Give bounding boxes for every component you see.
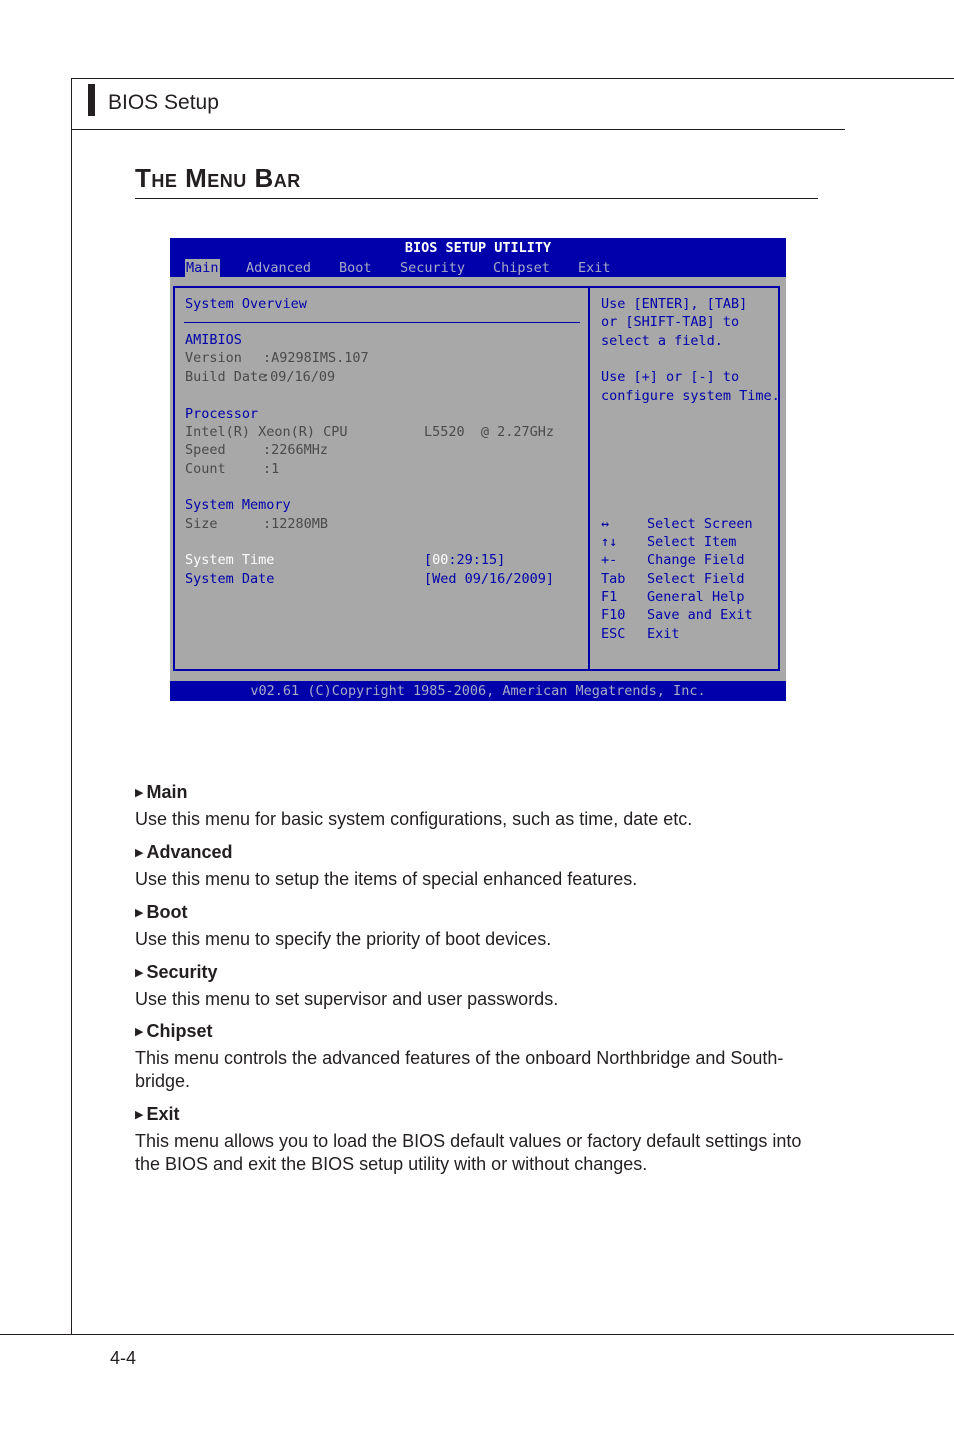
triangle-bullet-icon: ▶ bbox=[135, 907, 144, 919]
bios-menu-main[interactable]: Main bbox=[186, 260, 219, 276]
top-border-line bbox=[71, 78, 954, 79]
bios-panel-divider bbox=[588, 286, 590, 671]
menu-description-advanced bbox=[135, 841, 825, 891]
bios-count-value: :1 bbox=[263, 461, 280, 477]
bios-version-label: Version bbox=[185, 350, 242, 366]
bios-key-name: Tab bbox=[601, 571, 626, 587]
triangle-bullet-icon: ▶ bbox=[135, 787, 144, 799]
section-underline bbox=[135, 198, 818, 199]
bios-version-value: :A9298IMS.107 bbox=[263, 350, 369, 366]
bios-menu-exit[interactable]: Exit bbox=[578, 260, 611, 276]
bios-key-action: Select Item bbox=[647, 534, 737, 550]
bios-key-name: F1 bbox=[601, 589, 618, 605]
bios-system-date-value[interactable]: [Wed 09/16/2009] bbox=[424, 571, 555, 587]
menu-description-text: Use this menu to set supervisor and user passwords. bbox=[135, 989, 559, 1009]
bios-title-bar bbox=[170, 238, 786, 258]
menu-description-text: Use this menu to setup the items of special enhanced features. bbox=[135, 869, 638, 889]
bios-menu-advanced[interactable]: Advanced bbox=[246, 260, 312, 276]
bios-amibios-label: AMIBIOS bbox=[185, 332, 242, 348]
bios-build-date-value: :09/16/09 bbox=[262, 369, 336, 385]
bios-key-action: Exit bbox=[647, 626, 680, 642]
menu-description-text: This menu controls the advanced features of the onboard Northbridge and South-bridge. bbox=[135, 1048, 784, 1091]
bios-size-label: Size bbox=[185, 516, 218, 532]
menu-description-boot bbox=[135, 901, 825, 951]
bios-key-name: F10 bbox=[601, 607, 626, 623]
bios-key-action: Select Field bbox=[647, 571, 745, 587]
bios-menu-chipset[interactable]: Chipset bbox=[493, 260, 550, 276]
menu-description-chipset bbox=[135, 1020, 825, 1093]
bios-menu-security[interactable]: Security bbox=[400, 260, 466, 276]
bios-copyright: v02.61 (C)Copyright 1985-2006, American Megatrends, Inc. bbox=[250, 683, 706, 699]
bios-footer-bar bbox=[170, 681, 786, 701]
bios-system-time-value[interactable]: [00:29:15] bbox=[424, 552, 506, 568]
bios-key-action: General Help bbox=[647, 589, 745, 605]
menu-description-exit bbox=[135, 1103, 825, 1176]
triangle-bullet-icon: ▶ bbox=[135, 967, 144, 979]
menu-description-security bbox=[135, 961, 825, 1011]
bios-key-action: Select Screen bbox=[647, 516, 753, 532]
triangle-bullet-icon: ▶ bbox=[135, 1026, 144, 1038]
menu-description-title: ▶ Chipset bbox=[135, 1021, 213, 1041]
bios-cpu-model: L5520 @ 2.27GHz bbox=[424, 424, 555, 440]
bios-speed-value: :2266MHz bbox=[263, 442, 329, 458]
bios-title: BIOS SETUP UTILITY bbox=[404, 240, 552, 256]
menu-description-text: Use this menu for basic system configurations, such as time, date etc. bbox=[135, 809, 693, 829]
bios-size-value: :12280MB bbox=[263, 516, 329, 532]
menu-description-text: Use this menu to specify the priority of boot devices. bbox=[135, 929, 552, 949]
menu-description-title: ▶ Boot bbox=[135, 902, 188, 922]
page-number: 4-4 bbox=[110, 1348, 137, 1368]
menu-description-title: ▶ Security bbox=[135, 962, 218, 982]
section-title: The Menu Bar bbox=[135, 163, 301, 193]
bios-time-hour-field[interactable]: 00 bbox=[432, 552, 449, 568]
bios-key-name: +- bbox=[601, 552, 618, 568]
menu-description-main bbox=[135, 781, 825, 831]
footer-line bbox=[0, 1334, 954, 1335]
bios-key-name: ESC bbox=[601, 626, 626, 642]
bios-system-memory-label: System Memory bbox=[185, 497, 291, 513]
header-marker bbox=[88, 84, 95, 116]
triangle-bullet-icon: ▶ bbox=[135, 1109, 144, 1121]
bios-system-date-label[interactable]: System Date bbox=[185, 571, 275, 587]
header-title: BIOS Setup bbox=[108, 91, 219, 114]
menu-description-title: ▶ Main bbox=[135, 782, 188, 802]
bios-build-date-label: Build Date bbox=[185, 369, 267, 385]
bios-key-action: Save and Exit bbox=[647, 607, 753, 623]
bios-help-line: or [SHIFT-TAB] to bbox=[601, 314, 740, 330]
bios-key-action: Change Field bbox=[647, 552, 745, 568]
bios-processor-label: Processor bbox=[185, 406, 259, 422]
bios-time-rest: :29:15] bbox=[448, 552, 506, 568]
bios-system-time-label[interactable]: System Time bbox=[185, 552, 275, 568]
bios-help-line: Use [+] or [-] to bbox=[601, 369, 740, 385]
menu-description-text: This menu allows you to load the BIOS default values or factory default settings into the BIOS and exit the BIOS setup utility with or without changes. bbox=[135, 1131, 802, 1174]
menu-description-title: ▶ Advanced bbox=[135, 842, 233, 862]
bios-key-name: ↔ bbox=[601, 516, 610, 532]
bios-menu-boot[interactable]: Boot bbox=[339, 260, 372, 276]
bios-help-line: Use [ENTER], [TAB] bbox=[601, 296, 748, 312]
menu-description-title: ▶ Exit bbox=[135, 1104, 180, 1124]
header-underline bbox=[71, 129, 845, 130]
bios-system-overview: System Overview bbox=[185, 296, 307, 312]
bios-overview-rule bbox=[184, 322, 580, 323]
bios-help-line: select a field. bbox=[601, 333, 723, 349]
bios-speed-label: Speed bbox=[185, 442, 226, 458]
bios-key-name: ↑↓ bbox=[601, 534, 618, 550]
bios-screenshot bbox=[170, 238, 786, 701]
bios-count-label: Count bbox=[185, 461, 226, 477]
bios-cpu-name: Intel(R) Xeon(R) CPU bbox=[185, 424, 348, 440]
bios-help-line: configure system Time. bbox=[601, 388, 780, 404]
left-border-line bbox=[71, 78, 72, 1335]
bios-menu-bar bbox=[170, 258, 786, 277]
triangle-bullet-icon: ▶ bbox=[135, 847, 144, 859]
